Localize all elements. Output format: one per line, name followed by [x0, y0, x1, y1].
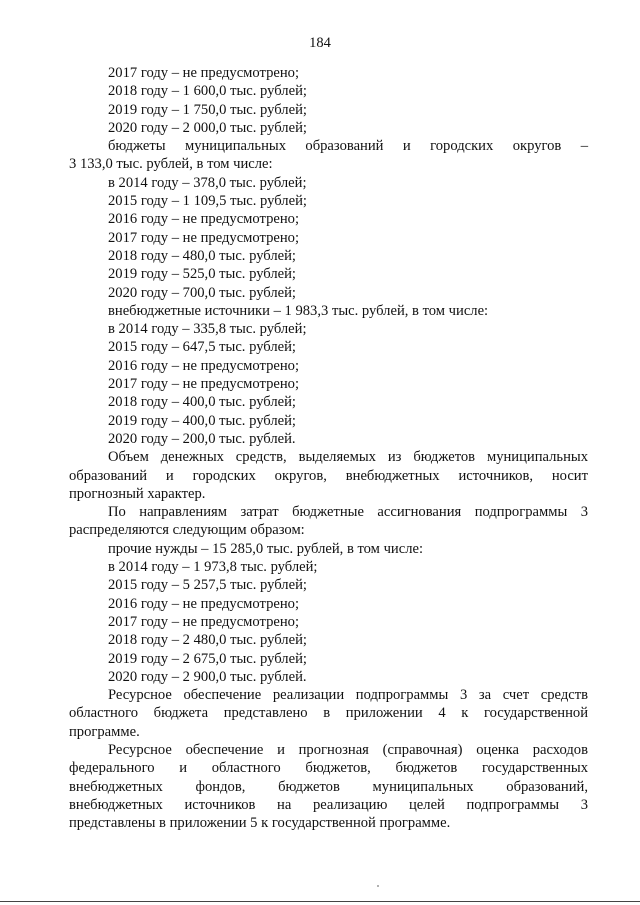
text-line: федерального и областного бюджетов, бюджетов государственных	[69, 760, 588, 777]
text-line: По направлениям затрат бюджетные ассигнования подпрограммы 3	[108, 504, 588, 521]
text-line: 2018 году – 2 480,0 тыс. рублей;	[108, 632, 307, 649]
text-line: 2018 году – 400,0 тыс. рублей;	[108, 394, 296, 411]
page-body	[69, 64, 588, 832]
text-line: Ресурсное обеспечение и прогнозная (справочная) оценка расходов	[108, 741, 588, 758]
text-line: 2015 году – 5 257,5 тыс. рублей;	[108, 577, 307, 594]
text-line: 2016 году – не предусмотрено;	[108, 595, 300, 612]
text-line: 2019 году – 1 750,0 тыс. рублей;	[108, 101, 307, 118]
text-line: Ресурсное обеспечение реализации подпрограммы 3 за счет средств	[108, 687, 588, 704]
text-line: в 2014 году – 335,8 тыс. рублей;	[108, 321, 307, 338]
text-line: 2018 году – 1 600,0 тыс. рублей;	[108, 83, 307, 100]
text-line: внебюджетных фондов, бюджетов муниципальных образований,	[69, 778, 588, 795]
text-line: 2020 году – 2 000,0 тыс. рублей;	[108, 119, 307, 136]
text-line: 2018 году – 480,0 тыс. рублей;	[108, 247, 296, 264]
text-line: распределяются следующим образом:	[69, 522, 305, 539]
text-line: 2015 году – 1 109,5 тыс. рублей;	[108, 193, 307, 210]
text-line: 2015 году – 647,5 тыс. рублей;	[108, 339, 296, 356]
text-line: 2016 году – не предусмотрено;	[108, 357, 300, 374]
text-line: представлены в приложении 5 к государственной программе.	[69, 815, 451, 832]
text-line: 2017 году – не предусмотрено;	[108, 376, 300, 393]
text-line: прогнозный характер.	[69, 485, 206, 502]
text-line: образований и городских округов, внебюджетных источников, носит	[69, 467, 588, 484]
text-line: 2019 году – 2 675,0 тыс. рублей;	[108, 650, 307, 667]
text-line: 2020 году – 700,0 тыс. рублей;	[108, 284, 296, 301]
bottom-scan-edge	[0, 901, 640, 902]
text-line: 2017 году – не предусмотрено;	[108, 65, 300, 81]
text-line: 2016 году – не предусмотрено;	[108, 211, 300, 228]
text-line: 2019 году – 400,0 тыс. рублей;	[108, 412, 296, 429]
text-line: внебюджетных источников на реализацию целей подпрограммы 3	[69, 796, 588, 813]
text-line: в 2014 году – 1 973,8 тыс. рублей;	[108, 559, 318, 576]
text-line: внебюджетные источники – 1 983,3 тыс. рублей, в том числе:	[108, 302, 489, 319]
text-line: 2020 году – 200,0 тыс. рублей.	[108, 430, 296, 447]
text-line: 2020 году – 2 900,0 тыс. рублей.	[108, 668, 307, 685]
scan-speck	[377, 885, 379, 887]
text-line: в 2014 году – 378,0 тыс. рублей;	[108, 174, 307, 191]
text-line: 2017 году – не предусмотрено;	[108, 613, 300, 630]
page-number: 184	[309, 35, 331, 51]
text-line: областного бюджета представлено в приложении 4 к государственной	[69, 705, 588, 722]
text-line: 2019 году – 525,0 тыс. рублей;	[108, 266, 296, 283]
text-line: 2017 году – не предусмотрено;	[108, 229, 300, 246]
text-line: прочие нужды – 15 285,0 тыс. рублей, в том числе:	[108, 540, 424, 557]
text-line: бюджеты муниципальных образований и городских округов –	[108, 138, 588, 155]
text-line: программе.	[69, 723, 140, 740]
text-line: 3 133,0 тыс. рублей, в том числе:	[69, 156, 273, 173]
text-line: Объем денежных средств, выделяемых из бюджетов муниципальных	[108, 449, 588, 466]
